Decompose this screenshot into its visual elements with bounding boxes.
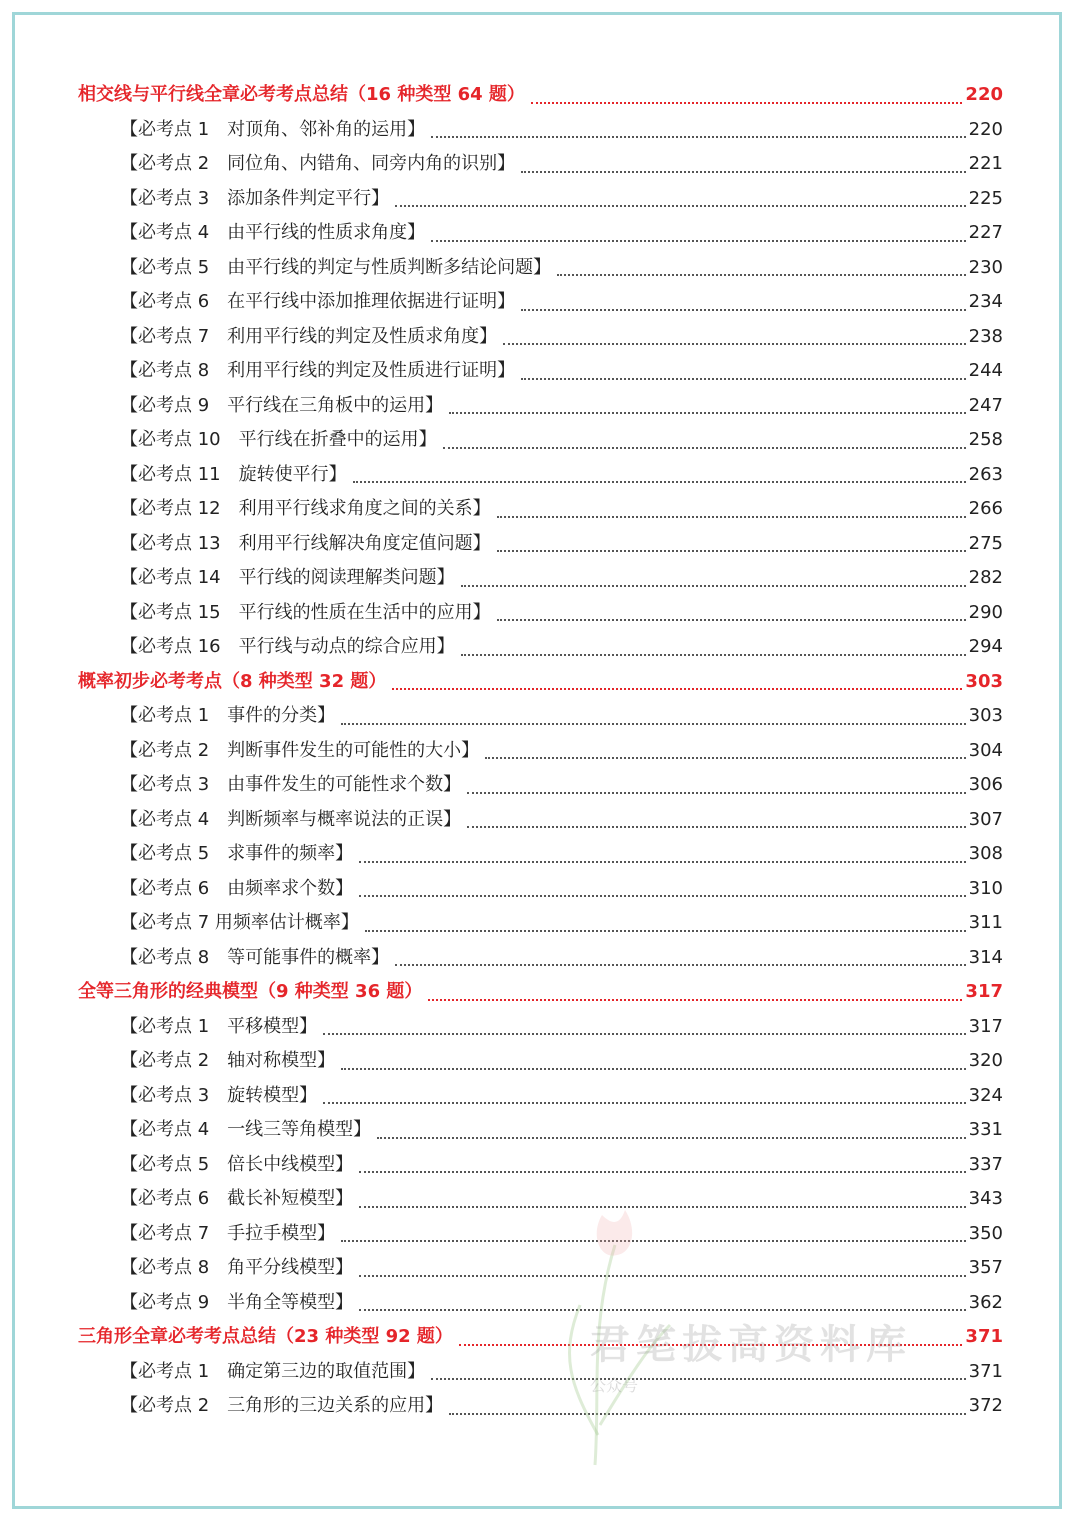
page-number: 263 bbox=[968, 463, 1003, 485]
entry-label: 【必考点 8 利用平行线的判定及性质进行证明】 bbox=[120, 360, 516, 381]
dot-leader bbox=[497, 618, 966, 621]
entry-label: 【必考点 7 手拉手模型】 bbox=[120, 1222, 336, 1244]
page-number: 234 bbox=[968, 291, 1003, 312]
toc-entry[interactable] bbox=[78, 734, 1003, 769]
page-number: 337 bbox=[968, 1153, 1003, 1175]
dot-leader bbox=[359, 860, 965, 863]
toc-entry[interactable] bbox=[78, 389, 1003, 424]
page-number: 290 bbox=[968, 601, 1003, 623]
page-number: 357 bbox=[968, 1257, 1003, 1278]
toc-entry[interactable] bbox=[78, 768, 1003, 803]
page-number: 350 bbox=[968, 1222, 1003, 1244]
entry-label: 【必考点 5 求事件的频率】 bbox=[120, 843, 354, 864]
entry-label: 【必考点 16 平行线与动点的综合应用】 bbox=[120, 636, 455, 657]
dot-leader bbox=[449, 411, 965, 414]
entry-label: 【必考点 6 在平行线中添加推理依据进行证明】 bbox=[120, 291, 516, 312]
dot-leader bbox=[461, 653, 966, 656]
section-title: 全等三角形的经典模型（9 种类型 36 题） bbox=[78, 981, 423, 1002]
dot-leader bbox=[359, 1170, 965, 1173]
dot-leader bbox=[503, 342, 965, 345]
toc-entry[interactable] bbox=[78, 216, 1003, 251]
dot-leader bbox=[467, 825, 965, 828]
toc-entry[interactable] bbox=[78, 837, 1003, 872]
dot-leader bbox=[431, 239, 965, 242]
page-number: 306 bbox=[968, 774, 1003, 795]
page-number: 221 bbox=[968, 153, 1003, 174]
toc-entry[interactable] bbox=[78, 147, 1003, 182]
dot-leader bbox=[443, 446, 966, 449]
entry-label: 【必考点 7 利用平行线的判定及性质求角度】 bbox=[120, 325, 498, 347]
page-number: 275 bbox=[968, 532, 1003, 554]
dot-leader bbox=[377, 1136, 965, 1139]
dot-leader bbox=[428, 998, 962, 1001]
toc-entry[interactable] bbox=[78, 699, 1003, 734]
toc-entry[interactable] bbox=[78, 1113, 1003, 1148]
entry-label: 【必考点 3 添加条件判定平行】 bbox=[120, 187, 390, 209]
dot-leader bbox=[497, 549, 966, 552]
page-number: 227 bbox=[968, 222, 1003, 243]
toc-entry[interactable] bbox=[78, 527, 1003, 562]
dot-leader bbox=[431, 135, 965, 138]
entry-label: 【必考点 9 半角全等模型】 bbox=[120, 1291, 354, 1313]
dot-leader bbox=[341, 722, 965, 725]
page-number: 320 bbox=[968, 1050, 1003, 1071]
toc-entry[interactable] bbox=[78, 251, 1003, 286]
page-number: 244 bbox=[968, 360, 1003, 381]
page-number: 294 bbox=[968, 636, 1003, 657]
page-number: 317 bbox=[968, 1015, 1003, 1037]
entry-label: 【必考点 11 旋转使平行】 bbox=[120, 463, 347, 485]
page-number: 362 bbox=[968, 1291, 1003, 1313]
dot-leader bbox=[359, 1308, 965, 1311]
toc-entry[interactable] bbox=[78, 354, 1003, 389]
page-number: 308 bbox=[968, 843, 1003, 864]
dot-leader bbox=[392, 687, 962, 690]
page-number: 314 bbox=[968, 946, 1003, 968]
dot-leader bbox=[359, 1205, 965, 1208]
section-title: 概率初步必考考点（8 种类型 32 题） bbox=[78, 670, 387, 692]
toc-entry[interactable] bbox=[78, 1079, 1003, 1114]
entry-label: 【必考点 2 轴对称模型】 bbox=[120, 1050, 336, 1071]
dot-leader bbox=[497, 515, 966, 518]
toc-entry[interactable] bbox=[78, 803, 1003, 838]
toc-entry[interactable] bbox=[78, 872, 1003, 907]
page-number: 307 bbox=[968, 808, 1003, 830]
toc-section-heading[interactable] bbox=[78, 975, 1003, 1010]
entry-label: 【必考点 8 角平分线模型】 bbox=[120, 1257, 354, 1278]
page-number: 371 bbox=[968, 1360, 1003, 1382]
dot-leader bbox=[365, 929, 966, 932]
page-number: 282 bbox=[968, 567, 1003, 588]
dot-leader bbox=[395, 204, 965, 207]
dot-leader bbox=[459, 1343, 963, 1346]
entry-label: 【必考点 15 平行线的性质在生活中的应用】 bbox=[120, 601, 491, 623]
page-number: 372 bbox=[968, 1395, 1003, 1416]
dot-leader bbox=[521, 170, 965, 173]
toc-entry[interactable] bbox=[78, 1389, 1003, 1424]
page-number: 225 bbox=[968, 187, 1003, 209]
dot-leader bbox=[521, 308, 965, 311]
watermark-subtext: 公众号 bbox=[590, 1376, 639, 1395]
page-number: 247 bbox=[968, 394, 1003, 416]
toc-section-heading[interactable] bbox=[78, 1320, 1003, 1355]
toc-entry[interactable] bbox=[78, 941, 1003, 976]
page-number: 220 bbox=[965, 84, 1003, 105]
page-number: 331 bbox=[968, 1119, 1003, 1140]
entry-label: 【必考点 9 平行线在三角板中的运用】 bbox=[120, 394, 444, 416]
section-title: 三角形全章必考考点总结（23 种类型 92 题） bbox=[78, 1326, 453, 1347]
page-number: 303 bbox=[968, 705, 1003, 726]
page-number: 310 bbox=[968, 877, 1003, 899]
dot-leader bbox=[521, 377, 965, 380]
toc-entry[interactable] bbox=[78, 113, 1003, 148]
entry-label: 【必考点 2 同位角、内错角、同旁内角的识别】 bbox=[120, 153, 516, 174]
entry-label: 【必考点 12 利用平行线求角度之间的关系】 bbox=[120, 498, 491, 519]
entry-label: 【必考点 4 由平行线的性质求角度】 bbox=[120, 222, 426, 243]
entry-label: 【必考点 1 确定第三边的取值范围】 bbox=[120, 1360, 426, 1382]
dot-leader bbox=[359, 894, 965, 897]
entry-label: 【必考点 6 由频率求个数】 bbox=[120, 877, 354, 899]
entry-label: 【必考点 2 三角形的三边关系的应用】 bbox=[120, 1395, 444, 1416]
toc-entry[interactable] bbox=[78, 320, 1003, 355]
page-number: 303 bbox=[965, 670, 1003, 692]
toc-entry[interactable] bbox=[78, 1182, 1003, 1217]
page-number: 317 bbox=[965, 981, 1003, 1002]
section-title: 相交线与平行线全章必考考点总结（16 种类型 64 题） bbox=[78, 84, 525, 105]
entry-label: 【必考点 1 平移模型】 bbox=[120, 1015, 318, 1037]
dot-leader bbox=[341, 1067, 965, 1070]
toc-entry[interactable] bbox=[78, 423, 1003, 458]
toc-entry[interactable] bbox=[78, 561, 1003, 596]
dot-leader bbox=[395, 963, 965, 966]
dot-leader bbox=[341, 1239, 965, 1242]
dot-leader bbox=[485, 756, 965, 759]
dot-leader bbox=[323, 1032, 965, 1035]
page-number: 220 bbox=[968, 118, 1003, 140]
dot-leader bbox=[449, 1412, 965, 1415]
entry-label: 【必考点 7 用频率估计概率】 bbox=[120, 912, 359, 933]
entry-label: 【必考点 1 对顶角、邻补角的运用】 bbox=[120, 118, 426, 140]
page-number: 266 bbox=[968, 498, 1003, 519]
toc-entry[interactable] bbox=[78, 630, 1003, 665]
dot-leader bbox=[359, 1274, 965, 1277]
page-number: 324 bbox=[968, 1084, 1003, 1106]
toc-entry[interactable] bbox=[78, 596, 1003, 631]
page-number: 343 bbox=[968, 1188, 1003, 1209]
dot-leader bbox=[467, 791, 965, 794]
dot-leader bbox=[353, 480, 966, 483]
entry-label: 【必考点 3 旋转模型】 bbox=[120, 1084, 318, 1106]
entry-label: 【必考点 6 截长补短模型】 bbox=[120, 1188, 354, 1209]
toc-section-heading[interactable] bbox=[78, 665, 1003, 700]
page-number: 230 bbox=[968, 256, 1003, 278]
entry-label: 【必考点 2 判断事件发生的可能性的大小】 bbox=[120, 739, 480, 761]
entry-label: 【必考点 5 由平行线的判定与性质判断多结论问题】 bbox=[120, 256, 552, 278]
entry-label: 【必考点 13 利用平行线解决角度定值问题】 bbox=[120, 532, 491, 554]
page-number: 311 bbox=[968, 912, 1003, 933]
toc-entry[interactable] bbox=[78, 285, 1003, 320]
watermark-text: 君笔拔高资料库 bbox=[590, 1321, 912, 1368]
entry-label: 【必考点 14 平行线的阅读理解类问题】 bbox=[120, 567, 455, 588]
entry-label: 【必考点 3 由事件发生的可能性求个数】 bbox=[120, 774, 462, 795]
toc-entry[interactable] bbox=[78, 1355, 1003, 1390]
toc-section-heading[interactable] bbox=[78, 78, 1003, 113]
toc-entry[interactable] bbox=[78, 182, 1003, 217]
toc-entry[interactable] bbox=[78, 1044, 1003, 1079]
toc-entry[interactable] bbox=[78, 1217, 1003, 1252]
entry-label: 【必考点 4 判断频率与概率说法的正误】 bbox=[120, 808, 462, 830]
toc-entry[interactable] bbox=[78, 1148, 1003, 1183]
dot-leader bbox=[531, 101, 963, 104]
dot-leader bbox=[461, 584, 966, 587]
table-of-contents bbox=[78, 78, 1003, 1424]
dot-leader bbox=[323, 1101, 965, 1104]
toc-entry[interactable] bbox=[78, 492, 1003, 527]
page-number: 238 bbox=[968, 325, 1003, 347]
toc-entry[interactable] bbox=[78, 1286, 1003, 1321]
page-number: 371 bbox=[965, 1326, 1003, 1347]
page-number: 258 bbox=[968, 429, 1003, 450]
toc-entry[interactable] bbox=[78, 1251, 1003, 1286]
dot-leader bbox=[431, 1377, 965, 1380]
page-number: 304 bbox=[968, 739, 1003, 761]
entry-label: 【必考点 4 一线三等角模型】 bbox=[120, 1119, 372, 1140]
toc-entry[interactable] bbox=[78, 458, 1003, 493]
toc-entry[interactable] bbox=[78, 906, 1003, 941]
entry-label: 【必考点 1 事件的分类】 bbox=[120, 705, 336, 726]
entry-label: 【必考点 5 倍长中线模型】 bbox=[120, 1153, 354, 1175]
entry-label: 【必考点 10 平行线在折叠中的运用】 bbox=[120, 429, 437, 450]
toc-entry[interactable] bbox=[78, 1010, 1003, 1045]
dot-leader bbox=[557, 273, 965, 276]
entry-label: 【必考点 8 等可能事件的概率】 bbox=[120, 946, 390, 968]
